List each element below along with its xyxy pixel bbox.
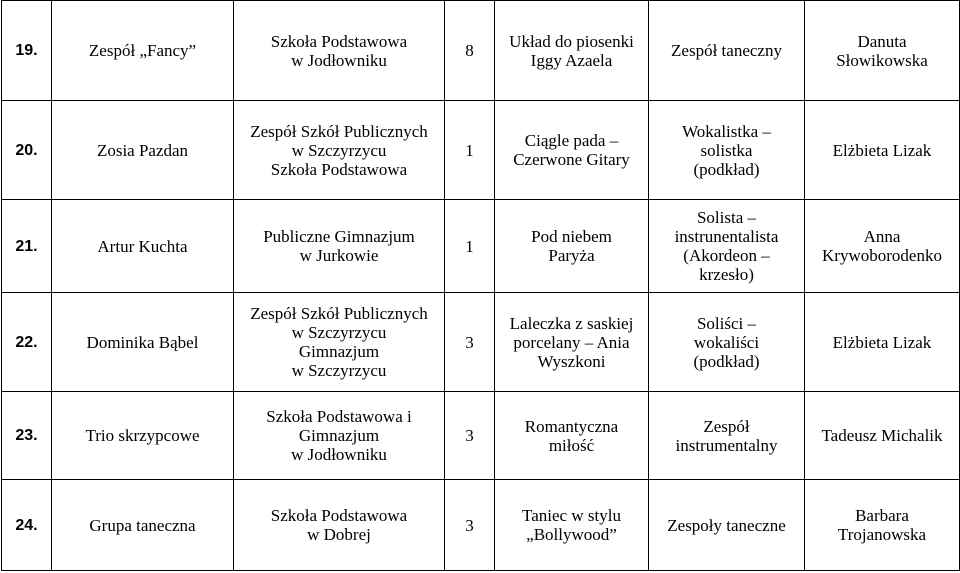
participant-count: 8 xyxy=(445,1,495,101)
performance-piece: Układ do piosenki Iggy Azaela xyxy=(495,1,649,101)
teacher-name: Elżbieta Lizak xyxy=(805,101,960,200)
performance-piece: Romantyczna miłość xyxy=(495,392,649,480)
table-row xyxy=(2,392,960,480)
table-row xyxy=(2,101,960,200)
teacher-name: Anna Krywoborodenko xyxy=(805,200,960,293)
performance-piece: Ciągle pada – Czerwone Gitary xyxy=(495,101,649,200)
teacher-name: Barbara Trojanowska xyxy=(805,480,960,571)
row-number: 22. xyxy=(2,293,52,392)
participant-count: 3 xyxy=(445,480,495,571)
row-number: 19. xyxy=(2,1,52,101)
school-name: Szkoła Podstawowa w Jodłowniku xyxy=(234,1,445,101)
participant-name: Zosia Pazdan xyxy=(52,101,234,200)
table-row xyxy=(2,480,960,571)
participant-count: 1 xyxy=(445,200,495,293)
participant-count: 3 xyxy=(445,293,495,392)
row-number: 21. xyxy=(2,200,52,293)
participant-name: Grupa taneczna xyxy=(52,480,234,571)
performance-piece: Taniec w stylu „Bollywood” xyxy=(495,480,649,571)
school-name: Publiczne Gimnazjum w Jurkowie xyxy=(234,200,445,293)
participant-count: 3 xyxy=(445,392,495,480)
school-name: Zespół Szkół Publicznych w Szczyrzycu Gimnazjum w Szczyrzycu xyxy=(234,293,445,392)
performance-category: Zespół taneczny xyxy=(649,1,805,101)
performance-category: Solista – instrunentalista (Akordeon – krzesło) xyxy=(649,200,805,293)
performance-category: Zespoły taneczne xyxy=(649,480,805,571)
table-row xyxy=(2,200,960,293)
performance-category: Wokalistka – solistka (podkład) xyxy=(649,101,805,200)
performance-piece: Laleczka z saskiej porcelany – Ania Wyszkoni xyxy=(495,293,649,392)
table-row xyxy=(2,1,960,101)
participants-table xyxy=(1,0,960,571)
school-name: Szkoła Podstawowa i Gimnazjum w Jodłowniku xyxy=(234,392,445,480)
school-name: Zespół Szkół Publicznych w Szczyrzycu Szkoła Podstawowa xyxy=(234,101,445,200)
row-number: 23. xyxy=(2,392,52,480)
row-number: 20. xyxy=(2,101,52,200)
teacher-name: Tadeusz Michalik xyxy=(805,392,960,480)
teacher-name: Elżbieta Lizak xyxy=(805,293,960,392)
performance-category: Soliści – wokaliści (podkład) xyxy=(649,293,805,392)
teacher-name: Danuta Słowikowska xyxy=(805,1,960,101)
participant-name: Trio skrzypcowe xyxy=(52,392,234,480)
performance-piece: Pod niebem Paryża xyxy=(495,200,649,293)
school-name: Szkoła Podstawowa w Dobrej xyxy=(234,480,445,571)
performance-category: Zespół instrumentalny xyxy=(649,392,805,480)
participant-name: Zespół „Fancy” xyxy=(52,1,234,101)
participant-name: Artur Kuchta xyxy=(52,200,234,293)
participant-name: Dominika Bąbel xyxy=(52,293,234,392)
participant-count: 1 xyxy=(445,101,495,200)
table-row xyxy=(2,293,960,392)
row-number: 24. xyxy=(2,480,52,571)
